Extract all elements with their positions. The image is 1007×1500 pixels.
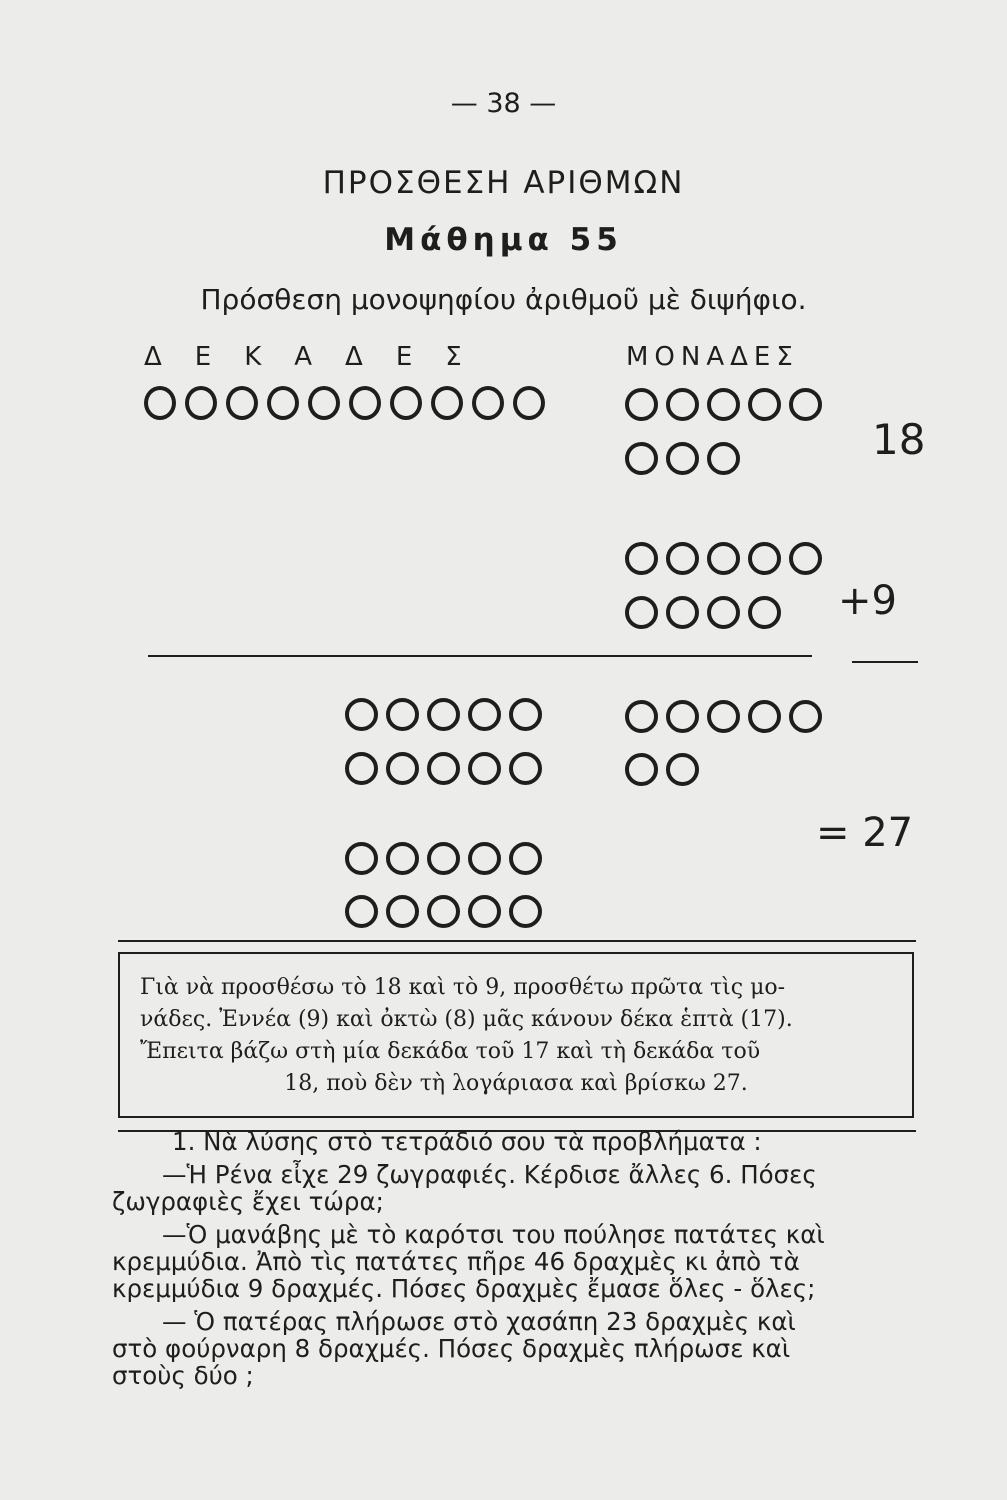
unit-circle-icon — [625, 542, 658, 575]
number-plus-9: +9 — [838, 578, 897, 624]
result-tens-row-1 — [345, 698, 550, 731]
page-number: — 38 — — [450, 88, 557, 119]
exercise-line: κρεμμύδια 9 δραχμές. Πόσες δραχμὲς ἔμασε ὅλες - ὅλες; — [112, 1274, 816, 1303]
ten-circle-icon — [349, 386, 381, 420]
exercise-line: στὸ φούρναρη 8 δραχμές. Πόσες δραχμὲς πλήρωσε καὶ — [112, 1334, 791, 1363]
unit-circle-icon — [707, 388, 740, 421]
units-row-18-a — [625, 388, 830, 421]
number-18: 18 — [872, 415, 926, 464]
unit-circle-icon — [468, 752, 501, 785]
ten-circle-icon — [513, 386, 545, 420]
explanation-box — [118, 952, 914, 1118]
box-top-rule — [118, 940, 916, 942]
sum-line-short — [852, 661, 918, 663]
subtitle: Πρόσθεση μονοψηφίου ἀριθμοῦ μὲ διψήφιο. — [200, 283, 807, 316]
unit-circle-icon — [509, 698, 542, 731]
exercise-heading: 1. Νὰ λύσης στὸ τετράδιό σου τὰ προβλήματα : — [172, 1127, 762, 1156]
ten-circle-icon — [390, 386, 422, 420]
unit-circle-icon — [345, 698, 378, 731]
explanation-line: νάδες. Ἐννέα (9) καὶ ὀκτὼ (8) μᾶς κάνουν δέκα ἑπτὰ (17). — [140, 1007, 793, 1032]
result-tens-row-4 — [345, 895, 550, 928]
result-tens-row-2 — [345, 752, 550, 785]
unit-circle-icon — [509, 895, 542, 928]
result-units-row-2 — [625, 753, 707, 786]
unit-circle-icon — [468, 895, 501, 928]
unit-circle-icon — [666, 542, 699, 575]
page-title: ΠΡΟΣΘΕΣΗ ΑΡΙΘΜΩΝ — [322, 165, 685, 201]
unit-circle-icon — [625, 700, 658, 733]
unit-circle-icon — [386, 842, 419, 875]
unit-circle-icon — [427, 895, 460, 928]
units-column-header: ΜΟΝΑΔΕΣ — [626, 342, 799, 372]
explanation-line: Ἔπειτα βάζω στὴ μία δεκάδα τοῦ 17 καὶ τὴ δεκάδα τοῦ — [140, 1039, 761, 1064]
lesson-title: Μάθημα 55 — [384, 222, 623, 258]
exercise-line: — Ὁ πατέρας πλήρωσε στὸ χασάπη 23 δραχμὲς καὶ — [162, 1307, 796, 1336]
unit-circle-icon — [789, 700, 822, 733]
unit-circle-icon — [345, 895, 378, 928]
unit-circle-icon — [468, 842, 501, 875]
ten-circle-icon — [185, 386, 217, 420]
unit-circle-icon — [509, 752, 542, 785]
unit-circle-icon — [748, 388, 781, 421]
result-number: = 27 — [816, 810, 914, 856]
unit-circle-icon — [666, 753, 699, 786]
tens-circles-row — [144, 386, 554, 420]
unit-circle-icon — [386, 698, 419, 731]
unit-circle-icon — [707, 596, 740, 629]
explanation-line: 18, ποὺ δὲν τὴ λογάριασα καὶ βρίσκω 27. — [284, 1071, 748, 1096]
exercise-line: στοὺς δύο ; — [112, 1361, 254, 1390]
unit-circle-icon — [427, 698, 460, 731]
unit-circle-icon — [468, 698, 501, 731]
unit-circle-icon — [509, 842, 542, 875]
ten-circle-icon — [267, 386, 299, 420]
ten-circle-icon — [431, 386, 463, 420]
unit-circle-icon — [748, 596, 781, 629]
unit-circle-icon — [427, 752, 460, 785]
units-row-9-a — [625, 542, 830, 575]
unit-circle-icon — [625, 442, 658, 475]
unit-circle-icon — [345, 842, 378, 875]
unit-circle-icon — [748, 542, 781, 575]
exercise-line: —Ἡ Ρένα εἶχε 29 ζωγραφιές. Κέρδισε ἄλλες 6. Πόσες — [162, 1160, 817, 1189]
result-tens-row-3 — [345, 842, 550, 875]
unit-circle-icon — [345, 752, 378, 785]
ten-circle-icon — [472, 386, 504, 420]
unit-circle-icon — [707, 542, 740, 575]
units-row-9-b — [625, 596, 789, 629]
exercise-line: κρεμμύδια. Ἀπὸ τὶς πατάτες πῆρε 46 δραχμὲς κι ἀπὸ τὰ — [112, 1247, 800, 1276]
unit-circle-icon — [666, 388, 699, 421]
exercise-line: —Ὁ μανάβης μὲ τὸ καρότσι του πούλησε πατάτες καὶ — [162, 1220, 825, 1249]
unit-circle-icon — [666, 596, 699, 629]
unit-circle-icon — [386, 752, 419, 785]
unit-circle-icon — [625, 388, 658, 421]
unit-circle-icon — [748, 700, 781, 733]
unit-circle-icon — [427, 842, 460, 875]
explanation-line: Γιὰ νὰ προσθέσω τὸ 18 καὶ τὸ 9, προσθέτω πρῶτα τὶς μο- — [140, 975, 786, 1000]
exercises — [112, 1128, 912, 1389]
exercise-line: ζωγραφιὲς ἔχει τώρα; — [112, 1187, 384, 1216]
unit-circle-icon — [789, 388, 822, 421]
unit-circle-icon — [625, 596, 658, 629]
ten-circle-icon — [226, 386, 258, 420]
unit-circle-icon — [789, 542, 822, 575]
tens-column-header: ΔΕΚΑΔΕΣ — [144, 342, 495, 372]
result-units-row-1 — [625, 700, 830, 733]
unit-circle-icon — [386, 895, 419, 928]
unit-circle-icon — [666, 442, 699, 475]
unit-circle-icon — [707, 700, 740, 733]
ten-circle-icon — [308, 386, 340, 420]
unit-circle-icon — [666, 700, 699, 733]
ten-circle-icon — [144, 386, 176, 420]
unit-circle-icon — [707, 442, 740, 475]
unit-circle-icon — [625, 753, 658, 786]
sum-line — [148, 655, 812, 657]
units-row-18-b — [625, 442, 748, 475]
